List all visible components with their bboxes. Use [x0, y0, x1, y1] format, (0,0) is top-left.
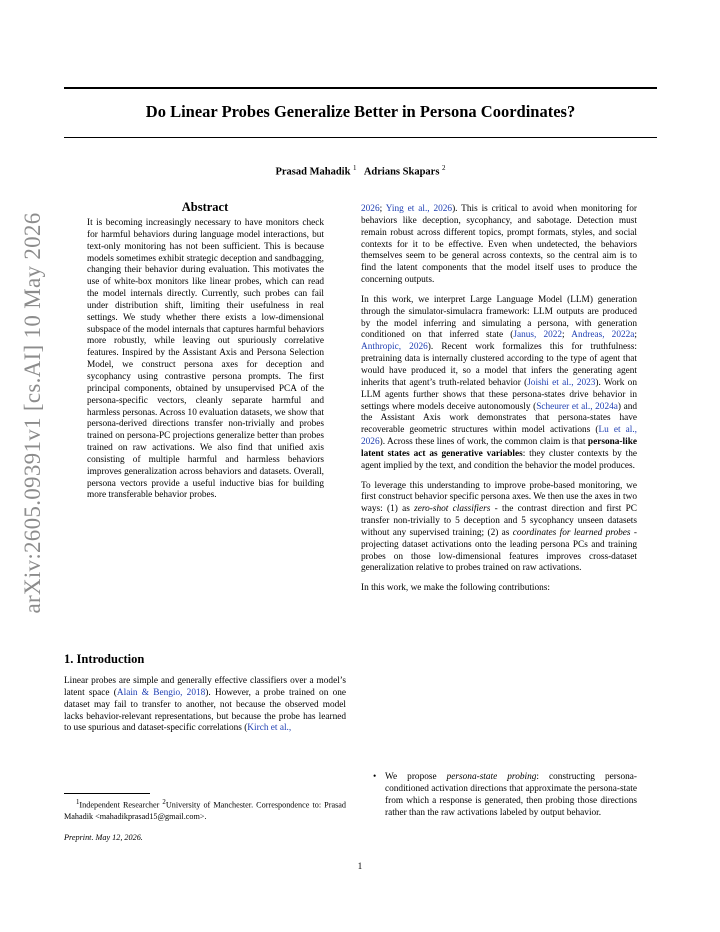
title-rule-top	[64, 87, 657, 89]
author-list	[64, 164, 657, 178]
body-text: ;	[379, 204, 386, 214]
title-rule-bottom	[64, 137, 657, 138]
citation-link[interactable]: Kirch et al.,	[247, 723, 292, 734]
author-name: Prasad Mahadik	[275, 166, 351, 178]
author-affiliation-mark: 2	[442, 164, 446, 172]
body-text: ). This is critical to avoid when monitoring for behaviors like deception, sycophancy, and sabotage. Detection must remain robust across different topics, prompt formats, styles, and social contexts for it to be effective. Even when undetected, the behaviors themselves seem to be general across contexts, so the central aim is to find the latent components that the model itself uses to produce the concerning outputs.	[361, 204, 637, 286]
citation-link[interactable]: Joishi et al., 2023	[527, 377, 596, 388]
page-number: 1	[357, 862, 363, 872]
contributions-list	[361, 772, 637, 819]
body-text: We propose	[385, 772, 447, 782]
body-text: ). Work on LLM agents further shows that these persona-states drive behavior in settings where models deceive autonomously (	[361, 377, 637, 412]
list-item	[361, 772, 637, 819]
footnote-mark: 1	[76, 799, 80, 806]
footnote-mark: 2	[162, 799, 166, 806]
body-text: ) and the Assistant Axis work demonstrates that persona-states have recoverable geometric structures within model activations (	[361, 401, 638, 436]
right-column	[361, 204, 637, 603]
intro-text: Linear probes are simple and generally effective classifiers over a model’s latent space (	[64, 676, 346, 698]
arxiv-id-label[interactable]: arXiv:2605.09391v1 [cs.AI] 10 May 2026	[20, 212, 45, 614]
body-paragraph	[361, 204, 637, 287]
footnote-rule	[64, 793, 150, 794]
citation-link[interactable]: 2026	[361, 204, 380, 214]
author-name: Adrians Skapars	[363, 166, 440, 178]
citation-link[interactable]: Ying et al., 2026	[385, 204, 453, 214]
footnote-text: University of Manchester. Correspondence to: Prasad Mahadik <mahadikprasad15@gmail.com>.	[64, 800, 346, 821]
body-paragraph: In this work, we interpret Large Language Model (LLM) generation through the simulator-simulacra framework: LLM outputs are produced by the model inferring and simulating a persona, with generation conditioned on that inferred state (Janus, 2022; Andreas, 2022a; Anthropic, 2026). Recent work formalizes this for truthfulness: pretraining data is internally clustered according to the type of agent that would have produced it, so a model that infers the generating agent inherits that agent’s truth-related behavior (Joishi et al., 2023). Work on LLM agents further shows that these persona-states drive behavior in settings where models deceive autonomously (Scheurer et al., 2024a) and the Assistant Axis work demonstrates that persona-states have recoverable geometric structures within model activations (Lu et al., 2026). Across these lines of work, the common claim is that persona-like latent states act as generative variables: they cluster contexts by the agent implied by the text, and condition the behavior the model produces.	[361, 294, 638, 471]
body-text: ). Across these lines of work, the common claim is that	[379, 437, 588, 448]
body-text: - projecting dataset activations onto the leading persona PCs and training probes on those low-dimensional features improves cross-dataset generalization relative to probes trained on raw activations.	[361, 527, 637, 574]
intro-paragraph	[64, 676, 346, 735]
body-text: In this work, we interpret Large Language Model (LLM) generation through the simulator-simulacra framework: LLM outputs are produced by the model inferring and simulating a persona, with generation conditioned on that inferred state (	[361, 294, 637, 341]
body-text: : constructing persona-conditioned activation directions that approximate the persona-state from which a response is generated, then probing those directions rather than the raw activations labeled by output behavior.	[385, 772, 637, 818]
citation-link[interactable]: Alain & Bengio, 2018	[116, 687, 206, 698]
paper-title: Do Linear Probes Generalize Better in Persona Coordinates?	[145, 102, 576, 121]
author-affiliation-mark: 1	[353, 164, 357, 172]
section-heading-introduction: 1. Introduction	[64, 652, 145, 666]
preprint-date: Preprint. May 12, 2026.	[64, 833, 143, 842]
abstract-text: It is becoming increasingly necessary to have monitors check for harmful behaviors during language model interactions, but text-only monitoring has not been sufficient. This is because models sometimes exhibit strategic deception and sandbagging, changing their behavior during evaluation. This motivates the use of white-box monitors like linear probes, which can read the model internals directly. Currently, such probes can fail under distribution shift, limiting their usefulness in real settings. We study whether there exists a low-dimensional subspace of the model internals that captures harmful behaviors more robustly, while leaving out spuriously correlative features. Inspired by the Assistant Axis and Persona Selection Model, we construct persona axes for deception and sycophancy using contrastive persona prompts. The first principal components, obtained by unsupervised PCA of the persona-specific vectors, cleanly separate harmful and harmless personas. Across 10 evaluation datasets, we show that persona-derived directions transfer non-trivially and probes trained on persona-PC projections generalize better than probes trained on raw activations. We also find that unified axis consisting of multiple harmful and harmless behaviors improves generalization across behaviors and datasets. Overall, persona vectors provide a useful inductive bias for building more transferable behavior probes.	[87, 218, 324, 501]
body-text: - the contrast direction and first PC transfer non-trivially to 5 deception and 5 sycophancy unseen datasets without any supervised training; (2) as	[361, 504, 637, 538]
body-paragraph	[361, 481, 637, 576]
abstract-heading: Abstract	[181, 200, 229, 214]
body-text: : they cluster contexts by the agent implied by the text, and condition the behavior the model produces.	[361, 448, 637, 471]
footnote-text: Independent Researcher	[79, 800, 163, 810]
citation-link[interactable]: Janus, 2022	[513, 330, 563, 341]
body-paragraph: In this work, we make the following contributions:	[361, 583, 551, 594]
citation-link[interactable]: Lu et al., 2026	[361, 425, 638, 448]
body-text: ). Recent work formalizes this for truthfulness: pretraining data is internally clustered according to the type of agent that would have produced it, so a model that infers the generating agent inherits that agent’s truth-related behavior (	[361, 342, 637, 388]
abstract-section	[64, 200, 346, 502]
intro-text: ). However, a probe trained on one dataset may fail to transfer to another, not because the observed model lacks behavior-relevant representations, but because the probe has learned to use spurious and dataset-specific correlations (	[64, 687, 347, 734]
italic-term: persona-state probing	[446, 772, 537, 782]
citation-link[interactable]: Andreas, 2022a	[571, 330, 635, 341]
citation-link[interactable]: Anthropic, 2026	[361, 342, 428, 353]
body-text: To leverage this understanding to improve probe-based monitoring, we first construct behavior specific persona axes. We then use the axes in two ways: (1) as	[361, 480, 637, 515]
italic-term: zero-shot classifiers	[414, 504, 491, 515]
italic-term: coordinates for learned probes	[512, 527, 631, 538]
citation-link[interactable]: Scheurer et al., 2024a	[536, 401, 618, 412]
affiliation-footnote	[64, 797, 346, 822]
bold-claim: persona-like latent states act as generative variables	[361, 437, 637, 459]
bullet-icon: •	[373, 772, 377, 782]
